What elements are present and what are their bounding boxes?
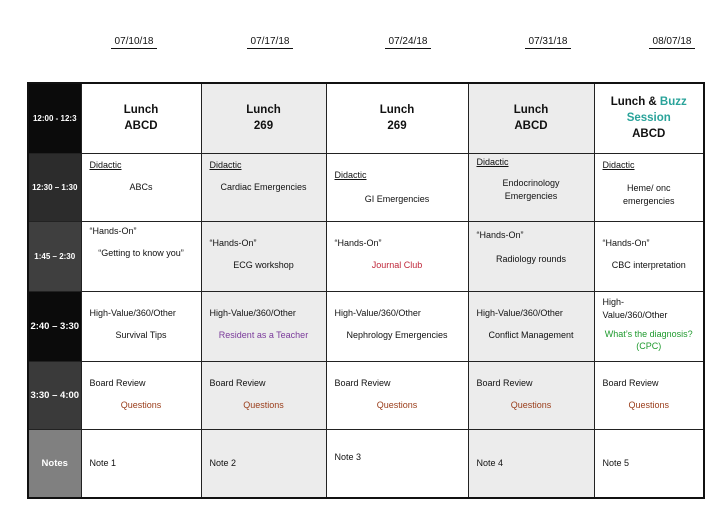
hands-on-cell: “Hands-On” CBC interpretation (594, 221, 704, 291)
didactic-cell: Didactic Cardiac Emergencies (201, 153, 326, 221)
row-didactic (28, 153, 704, 221)
lunch-cell: Lunch 269 (326, 83, 468, 153)
time-cell: 12:00 - 12:3 (28, 83, 81, 153)
row-board-review (28, 361, 704, 429)
buzz-session-label: Buzz Session (626, 96, 687, 125)
lunch-cell: Lunch & Buzz Session ABCD (594, 83, 704, 153)
date-header-1: 07/10/18 (98, 36, 170, 49)
time-cell: 3:30 – 4:00 (28, 361, 81, 429)
board-review-cell: Board Review Questions (81, 361, 201, 429)
board-review-cell: Board Review Questions (468, 361, 594, 429)
note-cell: Note 3 (326, 429, 468, 498)
didactic-cell: Didactic GI Emergencies (326, 153, 468, 221)
row-lunch (28, 83, 704, 153)
time-cell: 1:45 – 2:30 (28, 221, 81, 291)
high-value-cell: High-Value/360/Other Resident as a Teacher (201, 291, 326, 361)
row-high-value (28, 291, 704, 361)
didactic-cell: Didactic Heme/ onc emergencies (594, 153, 704, 221)
high-value-cell: High-Value/360/Other Nephrology Emergencies (326, 291, 468, 361)
lunch-cell: Lunch ABCD (81, 83, 201, 153)
hands-on-cell: “Hands-On” ECG workshop (201, 221, 326, 291)
note-cell: Note 4 (468, 429, 594, 498)
note-cell: Note 2 (201, 429, 326, 498)
board-review-cell: Board Review Questions (594, 361, 704, 429)
lunch-cell: Lunch ABCD (468, 83, 594, 153)
time-cell: 2:40 – 3:30 (28, 291, 81, 361)
board-review-cell: Board Review Questions (326, 361, 468, 429)
date-header-4: 07/31/18 (512, 36, 584, 49)
high-value-cell: High-Value/360/Other Conflict Management (468, 291, 594, 361)
high-value-cell: High-Value/360/Other Survival Tips (81, 291, 201, 361)
didactic-cell: Didactic Endocrinology Emergencies (468, 153, 594, 221)
board-review-cell: Board Review Questions (201, 361, 326, 429)
time-cell: Notes (28, 429, 81, 498)
high-value-cell: High-Value/360/Other What’s the diagnosis? (CPC) (594, 291, 704, 361)
time-cell: 12:30 – 1:30 (28, 153, 81, 221)
hands-on-cell: “Hands-On” “Getting to know you” (81, 221, 201, 291)
hands-on-cell: “Hands-On” Journal Club (326, 221, 468, 291)
note-cell: Note 1 (81, 429, 201, 498)
note-cell: Note 5 (594, 429, 704, 498)
date-header-5: 08/07/18 (636, 36, 708, 49)
row-hands-on (28, 221, 704, 291)
lunch-cell: Lunch 269 (201, 83, 326, 153)
hands-on-cell: “Hands-On” Radiology rounds (468, 221, 594, 291)
didactic-cell: Didactic ABCs (81, 153, 201, 221)
date-header-3: 07/24/18 (372, 36, 444, 49)
row-notes (28, 429, 704, 498)
date-header-2: 07/17/18 (234, 36, 306, 49)
schedule-table (27, 82, 705, 499)
